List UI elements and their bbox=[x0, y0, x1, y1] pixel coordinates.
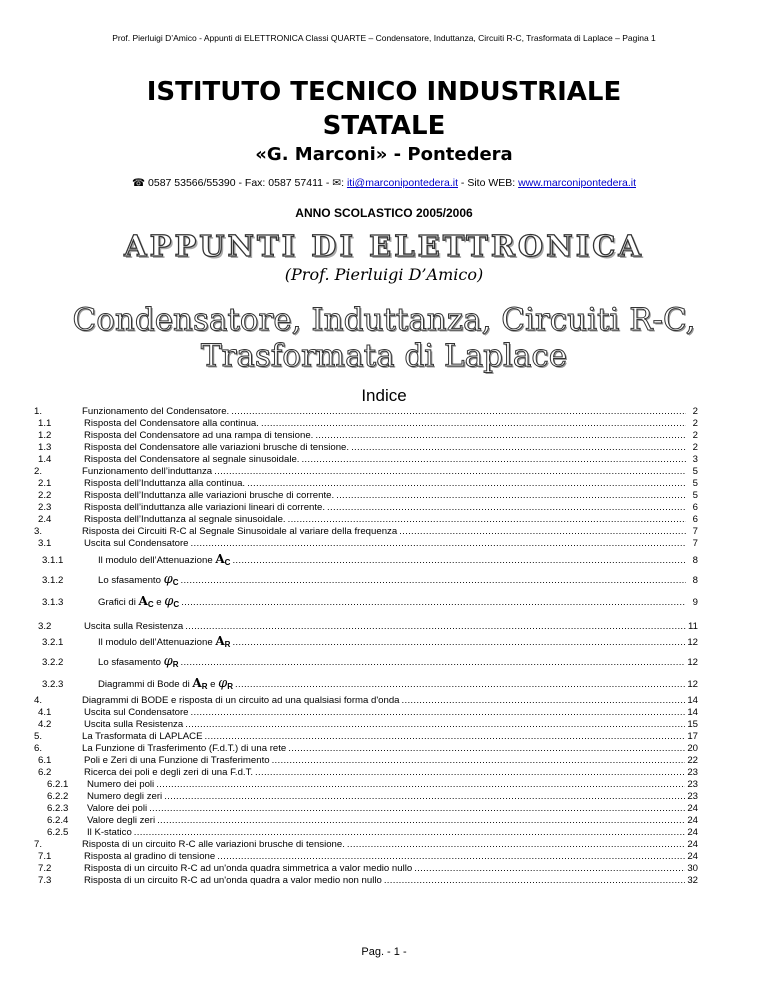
toc-title-text: Diagrammi di BODE e risposta di un circuito ad una qualsiasi forma d'onda bbox=[82, 695, 400, 706]
toc-leader-dots bbox=[255, 767, 685, 778]
toc-title bbox=[98, 676, 233, 691]
toc-number: 3.1.1 bbox=[42, 555, 64, 566]
toc-title bbox=[84, 442, 349, 453]
toc-title-text: Risposta dei Circuiti R-C al Segnale Sinusoidale al variare della frequenza bbox=[82, 526, 398, 537]
toc-entry[interactable] bbox=[34, 707, 698, 718]
toc-entry[interactable] bbox=[34, 839, 698, 850]
toc-page-number: 8 bbox=[692, 575, 698, 586]
toc-title bbox=[82, 743, 286, 754]
page-footer: Pag. - 1 - bbox=[361, 946, 407, 958]
toc-entry[interactable] bbox=[34, 526, 698, 537]
phase-symbol: φ bbox=[163, 572, 173, 587]
toc-title-text: Risposta di un circuito R-C ad un'onda quadra a valor medio non nullo bbox=[84, 875, 382, 886]
toc-page-number: 24 bbox=[687, 827, 698, 838]
toc-leader-dots bbox=[351, 442, 686, 453]
toc-entry[interactable] bbox=[34, 719, 698, 730]
toc-title-text: Risposta del Condensatore al segnale sinusoidale. bbox=[84, 454, 300, 465]
toc-number: 2.3 bbox=[38, 502, 52, 513]
toc-entry[interactable] bbox=[34, 418, 698, 429]
toc-entry[interactable] bbox=[34, 406, 698, 417]
symbol-subscript: R bbox=[172, 660, 179, 669]
phone-icon: ☎ bbox=[132, 177, 146, 189]
toc-page-number: 7 bbox=[692, 526, 698, 537]
toc-title bbox=[87, 779, 154, 790]
toc-number: 1.3 bbox=[38, 442, 52, 453]
toc-title-text: Risposta di un circuito R-C alle variazioni brusche di tensione. bbox=[82, 839, 345, 850]
toc-number: 4.2 bbox=[38, 719, 52, 730]
mail-icon: ✉ bbox=[332, 177, 342, 189]
toc-title-text: Numero dei poli bbox=[87, 779, 155, 790]
toc-page-number: 2 bbox=[692, 418, 698, 429]
toc-title-text: Risposta dell’Induttanza alla continua. bbox=[84, 478, 246, 489]
toc-page-number: 14 bbox=[687, 707, 698, 718]
toc-title-text: Funzionamento del Condensatore. bbox=[82, 406, 230, 417]
toc-page-number: 17 bbox=[687, 731, 698, 742]
toc-title-text: Risposta dell’Induttanza al segnale sinusoidale. bbox=[84, 514, 286, 525]
toc-page-number: 11 bbox=[688, 621, 698, 632]
author: (Prof. Pierluigi D’Amico) bbox=[284, 265, 484, 284]
toc-title-text: Risposta del Condensatore alle variazioni brusche di tensione. bbox=[84, 442, 350, 453]
school-name bbox=[0, 75, 768, 143]
toc-title-text: Ricerca dei poli e degli zeri di una F.d.T. bbox=[84, 767, 254, 778]
toc-number: 3.2.3 bbox=[42, 679, 64, 690]
toc-conjunction: e bbox=[207, 679, 219, 690]
toc-entry[interactable] bbox=[34, 791, 698, 802]
toc-leader-dots bbox=[247, 478, 686, 489]
toc-number: 6.2.5 bbox=[47, 827, 69, 838]
toc-entry[interactable] bbox=[34, 466, 698, 477]
toc-title-text: Risposta al gradino di tensione bbox=[84, 851, 216, 862]
toc-leader-dots bbox=[156, 779, 685, 790]
toc-entry[interactable] bbox=[34, 743, 698, 754]
toc-entry[interactable] bbox=[34, 621, 698, 632]
toc-leader-dots bbox=[399, 526, 686, 537]
toc-entry[interactable] bbox=[34, 875, 698, 886]
toc-page-number: 9 bbox=[692, 597, 698, 608]
toc-title bbox=[84, 538, 189, 549]
toc-title bbox=[84, 863, 412, 874]
toc-number: 6.2.3 bbox=[47, 803, 69, 814]
toc-title-text: Diagrammi di Bode di bbox=[98, 679, 193, 690]
toc-title bbox=[84, 875, 382, 886]
toc-title bbox=[82, 731, 203, 742]
toc-leader-dots bbox=[301, 454, 686, 465]
toc-leader-dots bbox=[414, 863, 685, 874]
toc-page-number: 2 bbox=[692, 430, 698, 441]
toc-page-number: 24 bbox=[687, 839, 698, 850]
toc-leader-dots bbox=[157, 815, 685, 826]
toc-number: 6.2.4 bbox=[47, 815, 69, 826]
toc-leader-dots bbox=[181, 575, 687, 586]
toc-leader-dots bbox=[235, 679, 685, 690]
toc-title bbox=[84, 621, 183, 632]
symbol-subscript: C bbox=[224, 558, 231, 567]
toc-title-text: Uscita sul Condensatore bbox=[84, 707, 189, 718]
toc-leader-dots bbox=[185, 719, 685, 730]
toc-page-number: 5 bbox=[692, 466, 698, 477]
toc-title-text: Risposta del Condensatore ad una rampa di tensione. bbox=[84, 430, 314, 441]
toc-page-number: 24 bbox=[687, 803, 698, 814]
toc-entry[interactable] bbox=[34, 731, 698, 742]
toc-number: 3.1 bbox=[38, 538, 52, 549]
toc-page-number: 5 bbox=[692, 490, 698, 501]
toc-page-number: 3 bbox=[692, 454, 698, 465]
toc-number: 6.2.1 bbox=[47, 779, 69, 790]
toc-title-text: Lo sfasamento bbox=[98, 575, 164, 586]
toc-leader-dots bbox=[185, 621, 686, 632]
toc-number: 3.2.2 bbox=[42, 657, 64, 668]
toc-leader-dots bbox=[191, 707, 686, 718]
toc-page-number: 23 bbox=[687, 779, 698, 790]
toc-title-text: Funzionamento dell’induttanza bbox=[82, 466, 213, 477]
toc-title bbox=[84, 454, 299, 465]
toc-leader-dots bbox=[232, 637, 685, 648]
toc-page-number: 2 bbox=[692, 406, 698, 417]
toc-leader-dots bbox=[402, 695, 686, 706]
toc-title bbox=[84, 418, 259, 429]
toc-number: 6.2 bbox=[38, 767, 52, 778]
toc-title-text: Grafici di bbox=[98, 597, 139, 608]
symbol-subscript: R bbox=[201, 682, 208, 691]
toc-leader-dots bbox=[272, 755, 686, 766]
toc-number: 1.4 bbox=[38, 454, 52, 465]
toc-page-number: 24 bbox=[687, 815, 698, 826]
phase-symbol: φ bbox=[164, 594, 174, 609]
toc-page-number: 24 bbox=[687, 851, 698, 862]
toc-page-number: 5 bbox=[692, 478, 698, 489]
toc-title bbox=[82, 466, 212, 477]
toc-title bbox=[84, 767, 253, 778]
attenuation-symbol: A bbox=[192, 676, 202, 690]
attenuation-symbol: A bbox=[215, 634, 225, 648]
toc-title bbox=[98, 594, 179, 609]
toc-entry[interactable] bbox=[34, 552, 698, 567]
toc-entry[interactable] bbox=[34, 827, 698, 838]
phone-fax: 0587 53566/55390 - Fax: 0587 57411 - bbox=[145, 177, 333, 189]
toc-title bbox=[82, 526, 397, 537]
toc-title bbox=[84, 490, 334, 501]
toc-number: 7.3 bbox=[38, 875, 52, 886]
toc-entry[interactable] bbox=[34, 676, 698, 691]
toc-title bbox=[98, 654, 179, 669]
toc-entry[interactable] bbox=[34, 572, 698, 587]
toc-number: 7.1 bbox=[38, 851, 52, 862]
toc-leader-dots bbox=[205, 731, 686, 742]
toc-number: 3.1.2 bbox=[42, 575, 64, 586]
toc-title-text: Uscita sulla Resistenza bbox=[84, 621, 184, 632]
toc-leader-dots bbox=[164, 791, 685, 802]
toc-title-text: Poli e Zeri di una Funzione di Trasferimento bbox=[84, 755, 270, 766]
toc-title bbox=[84, 478, 245, 489]
toc-entry[interactable] bbox=[34, 755, 698, 766]
toc-title bbox=[87, 803, 147, 814]
website-link[interactable]: www.marconipontedera.it bbox=[518, 177, 636, 189]
toc-title-text: Il K-statico bbox=[87, 827, 132, 838]
toc-title-text: Il modulo dell’Attenuazione bbox=[98, 555, 216, 566]
toc-entry[interactable] bbox=[34, 514, 698, 525]
banner-title: APPUNTI DI ELETTRONICA bbox=[124, 229, 644, 263]
toc-page-number: 8 bbox=[692, 555, 698, 566]
toc-entry[interactable] bbox=[34, 851, 698, 862]
toc-number: 1.1 bbox=[38, 418, 52, 429]
symbol-subscript: R bbox=[227, 682, 234, 691]
title-line-1: Condensatore, Induttanza, Circuiti R-C, bbox=[72, 302, 696, 338]
toc-page-number: 32 bbox=[687, 875, 698, 886]
toc-page-number: 20 bbox=[687, 743, 698, 754]
toc-leader-dots bbox=[232, 555, 686, 566]
document-title bbox=[0, 302, 768, 374]
toc-leader-dots bbox=[181, 597, 686, 608]
toc-title bbox=[84, 755, 270, 766]
page-header: Prof. Pierluigi D’Amico - Appunti di ELETTRONICA Classi QUARTE – Condensatore, Induttanza, Circuiti R-C, Trasformata di Laplace – Pagina 1 bbox=[112, 33, 656, 43]
toc-page-number: 14 bbox=[687, 695, 698, 706]
toc-page-number: 12 bbox=[687, 679, 698, 690]
toc-leader-dots bbox=[336, 490, 686, 501]
toc-entry[interactable] bbox=[34, 815, 698, 826]
toc-leader-dots bbox=[384, 875, 686, 886]
toc-title bbox=[98, 572, 179, 587]
toc-entry[interactable] bbox=[34, 430, 698, 441]
toc-number: 6. bbox=[34, 743, 43, 754]
toc-page-number: 15 bbox=[687, 719, 698, 730]
toc-leader-dots bbox=[214, 466, 686, 477]
toc-title-text: Valore degli zeri bbox=[87, 815, 156, 826]
toc-leader-dots bbox=[134, 827, 686, 838]
attenuation-symbol: A bbox=[138, 594, 148, 608]
toc-title-text: Uscita sulla Resistenza bbox=[84, 719, 184, 730]
toc-entry[interactable] bbox=[34, 454, 698, 465]
toc-title-text: Il modulo dell’Attenuazione bbox=[98, 637, 216, 648]
symbol-subscript: C bbox=[147, 600, 154, 609]
toc-leader-dots bbox=[231, 406, 686, 417]
toc-leader-dots bbox=[347, 839, 685, 850]
toc-number: 4. bbox=[34, 695, 43, 706]
toc-entry[interactable] bbox=[34, 779, 698, 790]
toc-title-text: Risposta del Condensatore alla continua. bbox=[84, 418, 259, 429]
index-heading: Indice bbox=[361, 386, 407, 405]
toc-title bbox=[87, 815, 155, 826]
toc-number: 2. bbox=[34, 466, 43, 477]
toc-leader-dots bbox=[327, 502, 686, 513]
toc-leader-dots bbox=[315, 430, 686, 441]
toc-page-number: 6 bbox=[692, 502, 698, 513]
toc-number: 3.2 bbox=[38, 621, 52, 632]
symbol-subscript: R bbox=[224, 640, 231, 649]
toc-title-text: Uscita sul Condensatore bbox=[84, 538, 189, 549]
school-line-2: STATALE bbox=[322, 111, 446, 141]
toc-leader-dots bbox=[261, 418, 686, 429]
toc-page-number: 2 bbox=[692, 442, 698, 453]
school-line-1: ISTITUTO TECNICO INDUSTRIALE bbox=[146, 77, 622, 107]
contacts-line bbox=[0, 177, 768, 189]
toc-page-number: 22 bbox=[687, 755, 698, 766]
title-line-2: Trasformata di Laplace bbox=[200, 338, 568, 374]
web-prefix: - Sito WEB: bbox=[458, 177, 519, 189]
email-link[interactable]: iti@marconipontedera.it bbox=[346, 177, 458, 189]
toc-page-number: 30 bbox=[687, 863, 698, 874]
toc-leader-dots bbox=[191, 538, 686, 549]
toc-leader-dots bbox=[288, 514, 686, 525]
toc-leader-dots bbox=[217, 851, 685, 862]
toc-entry[interactable] bbox=[34, 767, 698, 778]
toc-entry[interactable] bbox=[34, 863, 698, 874]
toc-title-text: Risposta di un circuito R-C ad un'onda quadra simmetrica a valor medio nullo bbox=[84, 863, 413, 874]
toc-title bbox=[98, 634, 230, 649]
toc-number: 6.1 bbox=[38, 755, 52, 766]
toc-page-number: 23 bbox=[687, 767, 698, 778]
toc-title-text: Risposta dell’Induttanza alle variazioni brusche di corrente. bbox=[84, 490, 335, 501]
toc-conjunction: e bbox=[153, 597, 165, 608]
phase-symbol: φ bbox=[163, 654, 173, 669]
toc-entry[interactable] bbox=[34, 654, 698, 669]
toc-entry[interactable] bbox=[34, 803, 698, 814]
toc-number: 2.4 bbox=[38, 514, 52, 525]
toc-entry[interactable] bbox=[34, 490, 698, 501]
toc-title bbox=[84, 851, 215, 862]
toc-entry[interactable] bbox=[34, 695, 698, 706]
toc-page-number: 23 bbox=[687, 791, 698, 802]
mail-prefix: : bbox=[341, 177, 347, 189]
toc-number: 5. bbox=[34, 731, 43, 742]
symbol-subscript: C bbox=[172, 578, 179, 587]
phase-symbol: φ bbox=[218, 676, 228, 691]
toc-title bbox=[84, 502, 325, 513]
toc-title bbox=[87, 791, 162, 802]
toc-title bbox=[82, 695, 400, 706]
toc-page-number: 6 bbox=[692, 514, 698, 525]
toc-title bbox=[82, 839, 345, 850]
toc-title bbox=[82, 406, 229, 417]
toc-title-text: Lo sfasamento bbox=[98, 657, 164, 668]
toc-title-text: Valore dei poli bbox=[87, 803, 148, 814]
school-year: ANNO SCOLASTICO 2005/2006 bbox=[295, 206, 473, 220]
toc-title bbox=[87, 827, 132, 838]
toc-number: 4.1 bbox=[38, 707, 52, 718]
toc-number: 2.2 bbox=[38, 490, 52, 501]
toc-number: 6.2.2 bbox=[47, 791, 69, 802]
toc-title bbox=[84, 430, 313, 441]
toc-leader-dots bbox=[288, 743, 685, 754]
toc-number: 7. bbox=[34, 839, 43, 850]
toc-leader-dots bbox=[149, 803, 685, 814]
toc-title bbox=[84, 719, 183, 730]
toc-title-text: Risposta dell’induttanza alle variazioni lineari di corrente. bbox=[84, 502, 326, 513]
toc-number: 3. bbox=[34, 526, 43, 537]
toc-number: 3.1.3 bbox=[42, 597, 64, 608]
toc-number: 1.2 bbox=[38, 430, 52, 441]
toc-title-text: Numero degli zeri bbox=[87, 791, 163, 802]
toc-number: 1. bbox=[34, 406, 43, 417]
toc-title-text: La Trasformata di LAPLACE bbox=[82, 731, 203, 742]
toc-page-number: 12 bbox=[687, 657, 698, 668]
toc-entry[interactable] bbox=[34, 594, 698, 609]
attenuation-symbol: A bbox=[215, 552, 225, 566]
toc-title bbox=[84, 514, 286, 525]
toc-page-number: 12 bbox=[687, 637, 698, 648]
toc-entry[interactable] bbox=[34, 442, 698, 453]
toc-number: 3.2.1 bbox=[42, 637, 64, 648]
toc-title bbox=[98, 552, 230, 567]
symbol-subscript: C bbox=[173, 600, 180, 609]
toc-number: 2.1 bbox=[38, 478, 52, 489]
toc-leader-dots bbox=[181, 657, 686, 668]
toc-title bbox=[84, 707, 189, 718]
toc-entry[interactable] bbox=[34, 478, 698, 489]
school-location: «G. Marconi» - Pontedera bbox=[255, 144, 513, 165]
toc-title-text: La Funzione di Trasferimento (F.d.T.) di una rete bbox=[82, 743, 287, 754]
toc-number: 7.2 bbox=[38, 863, 52, 874]
toc-entry[interactable] bbox=[34, 502, 698, 513]
toc-page-number: 7 bbox=[692, 538, 698, 549]
toc-entry[interactable] bbox=[34, 538, 698, 549]
toc-entry[interactable] bbox=[34, 634, 698, 649]
